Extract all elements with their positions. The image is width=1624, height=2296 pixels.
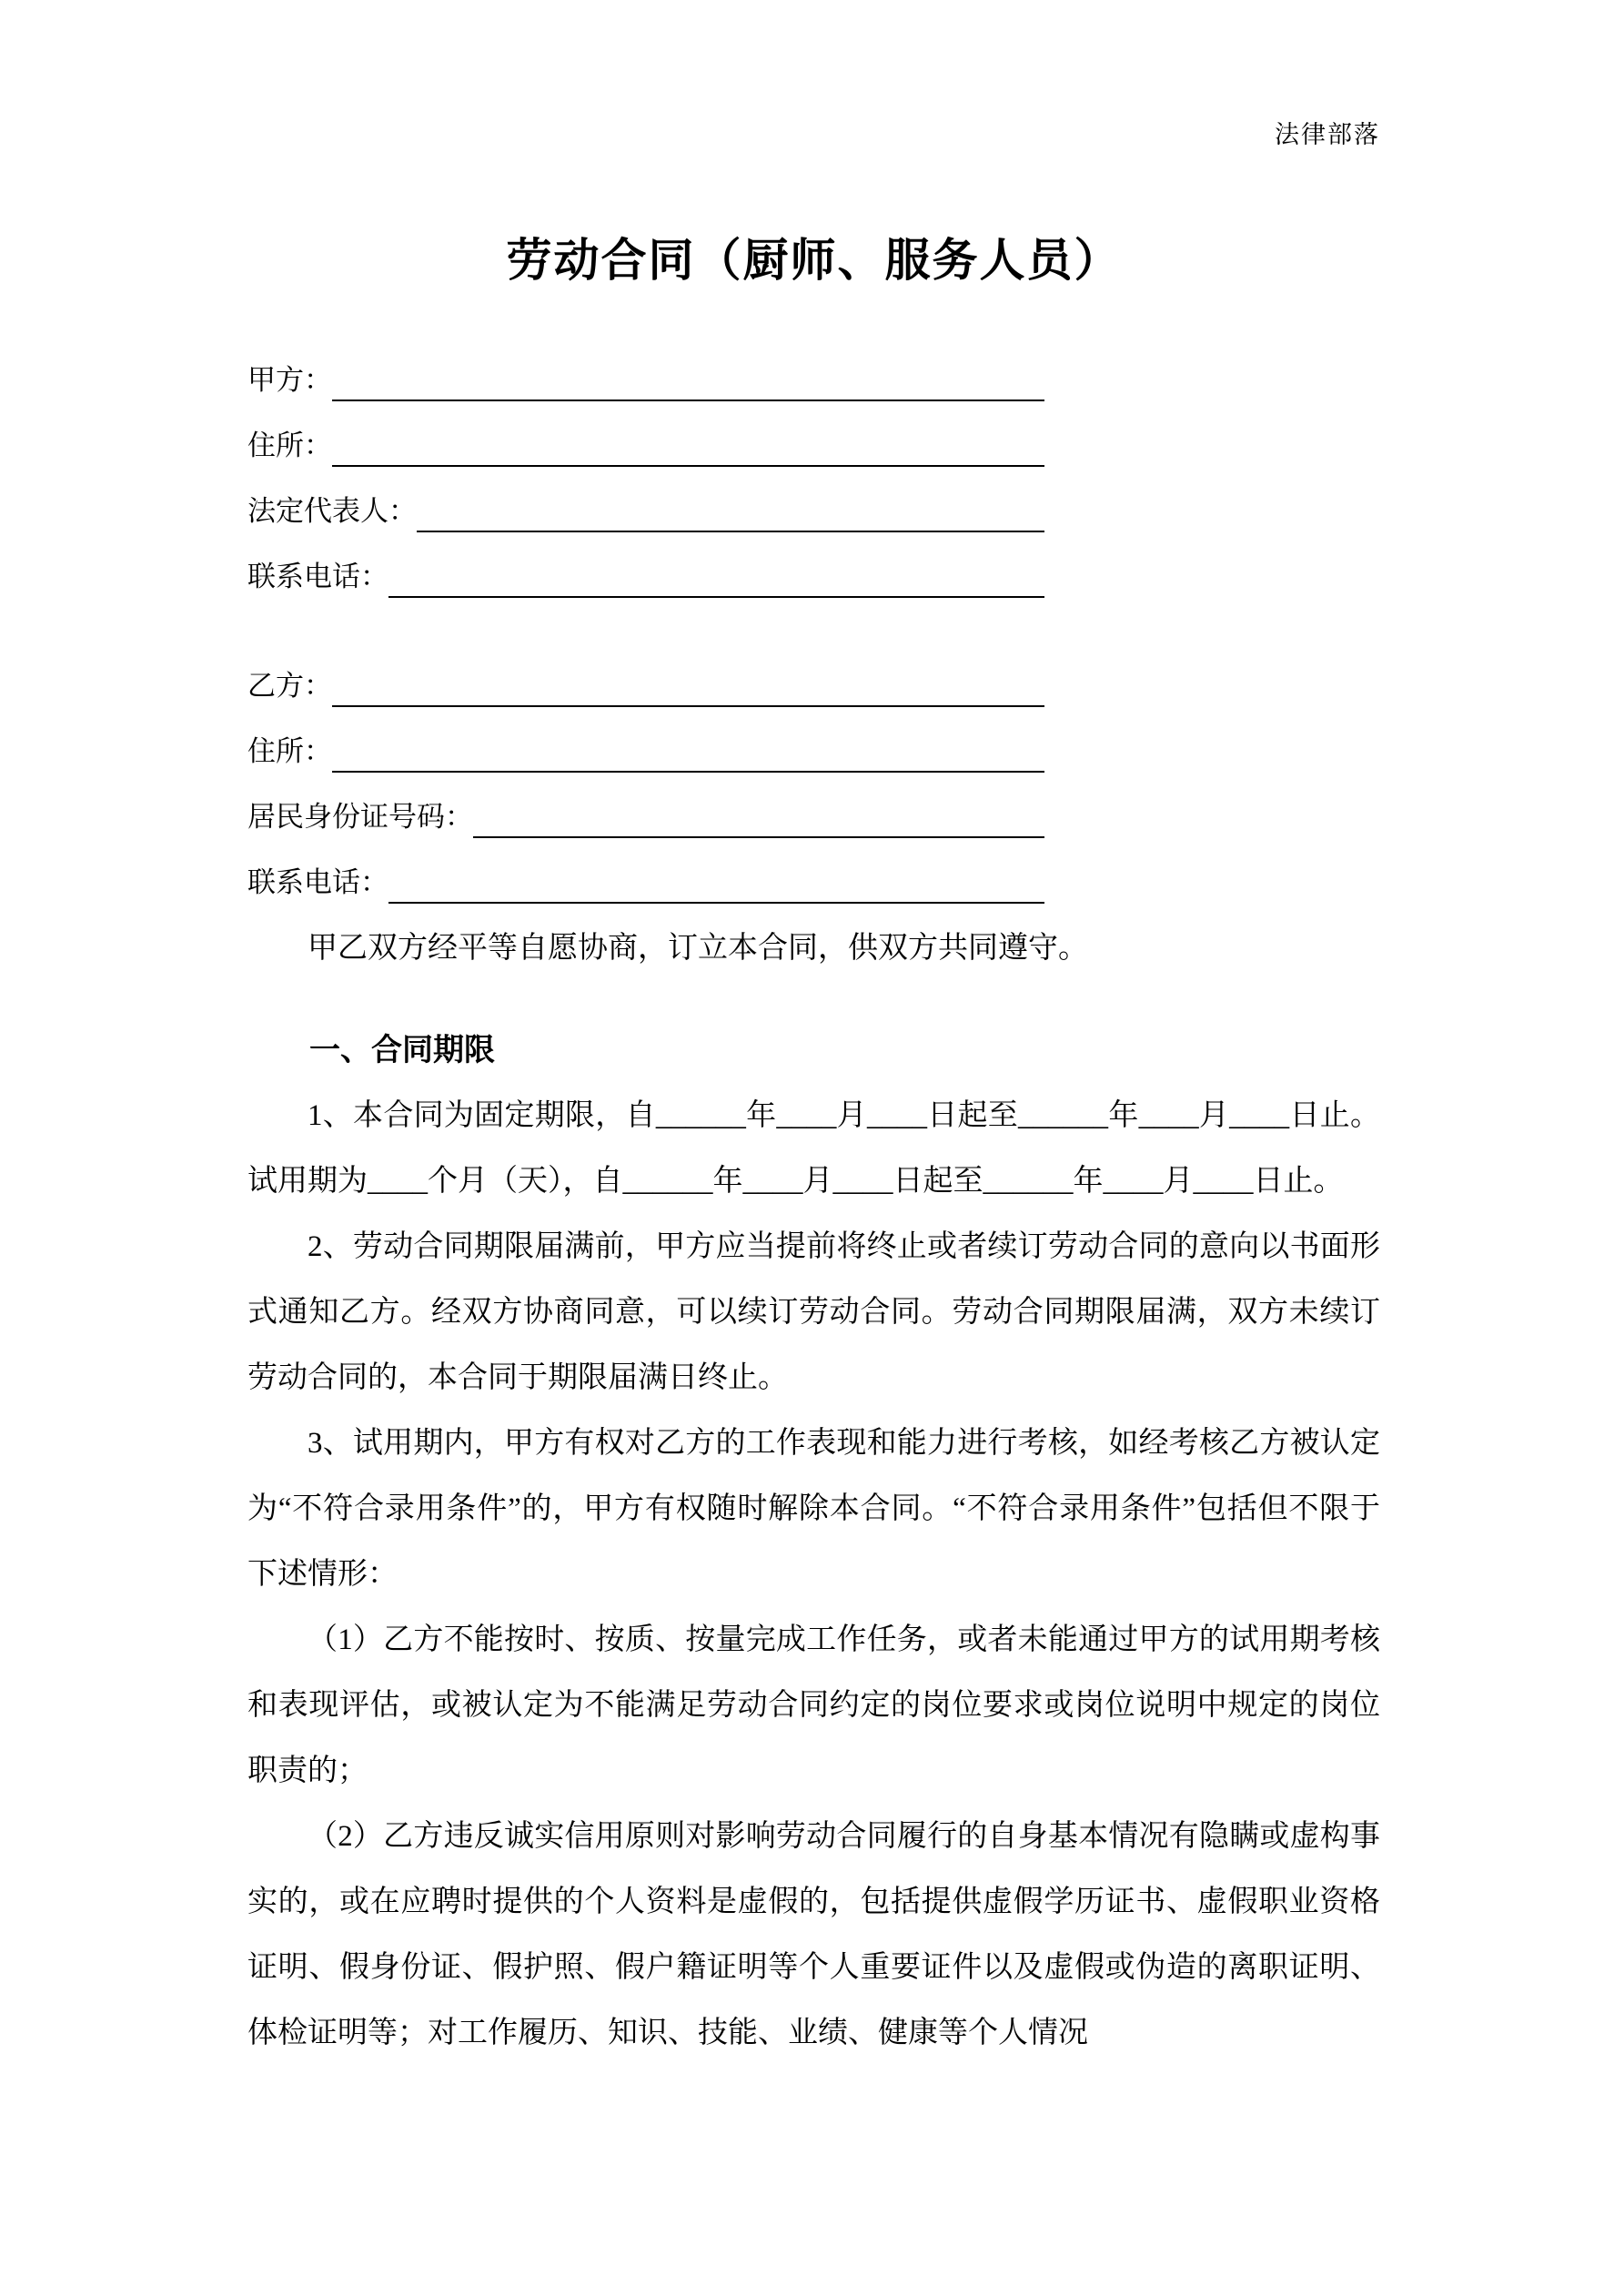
clause-paragraph-1: 1、本合同为固定期限，自______年____月____日起至______年____月____日止。试用期为____个月（天），自______年____月____日起至______年____月____日止。 [247, 1099, 1380, 1198]
party-a-address-blank-line [332, 413, 1044, 467]
section-heading-contract-term: 一、合同期限 [309, 1033, 495, 1067]
party-b-address-row [247, 719, 1044, 784]
party-b-id-row [247, 784, 1044, 850]
party-b-phone-label: 联系电话： [247, 866, 388, 898]
party-a-legal-rep-blank-line [417, 479, 1044, 532]
document-title: 劳动合同（厨师、服务人员） [506, 235, 1122, 286]
party-b-name-row [247, 653, 1044, 719]
party-b-phone-row [247, 850, 1044, 915]
clause-paragraph-2: 2、劳动合同期限届满前，甲方应当提前将终止或者续订劳动合同的意向以书面形式通知乙方。经双方协商同意，可以续订劳动合同。劳动合同期限届满，双方未续订劳动合同的，本合同于期限届满日终止。 [247, 1230, 1380, 1394]
party-b-id-blank-line [473, 784, 1044, 838]
party-b-phone-blank-line [388, 850, 1044, 904]
party-a-address-row [247, 413, 1044, 479]
party-a-phone-row [247, 544, 1044, 610]
party-a-name-row [247, 348, 1044, 413]
party-b-id-label: 居民身份证号码： [247, 801, 473, 833]
party-a-legal-rep-label: 法定代表人： [247, 495, 417, 527]
party-b-block [247, 653, 1044, 915]
party-a-phone-blank-line [388, 544, 1044, 598]
party-b-name-blank-line [332, 653, 1044, 707]
party-a-name-blank-line [332, 348, 1044, 401]
party-a-block [247, 348, 1044, 610]
party-b-address-blank-line [332, 719, 1044, 773]
clause-paragraph-5: （2）乙方违反诚实信用原则对影响劳动合同履行的自身基本情况有隐瞒或虚构事实的，或在应聘时提供的个人资料是虚假的，包括提供虚假学历证书、虚假职业资格证明、假身份证、假护照、假户籍证明等个人重要证件以及虚假或伪造的离职证明、体检证明等；对工作履历、知识、技能、业绩、健康等个人情况 [247, 1820, 1380, 2049]
clause-paragraph-4: （1）乙方不能按时、按质、按量完成工作任务，或者未能通过甲方的试用期考核和表现评估，或被认定为不能满足劳动合同约定的岗位要求或岗位说明中规定的岗位职责的； [247, 1623, 1380, 1787]
party-a-phone-label: 联系电话： [247, 561, 388, 592]
party-a-legal-rep-row [247, 479, 1044, 544]
watermark: 法律部落 [1275, 121, 1380, 148]
party-b-name-label: 乙方： [247, 670, 332, 702]
party-b-address-label: 住所： [247, 735, 332, 767]
party-a-name-label: 甲方： [247, 364, 332, 396]
party-a-address-label: 住所： [247, 430, 332, 461]
intro-paragraph: 甲乙双方经平等自愿协商，订立本合同，供双方共同遵守。 [308, 932, 1088, 965]
clause-paragraph-3: 3、试用期内，甲方有权对乙方的工作表现和能力进行考核，如经考核乙方被认定为“不符合录用条件”的，甲方有权随时解除本合同。“不符合录用条件”包括但不限于下述情形： [247, 1427, 1380, 1591]
